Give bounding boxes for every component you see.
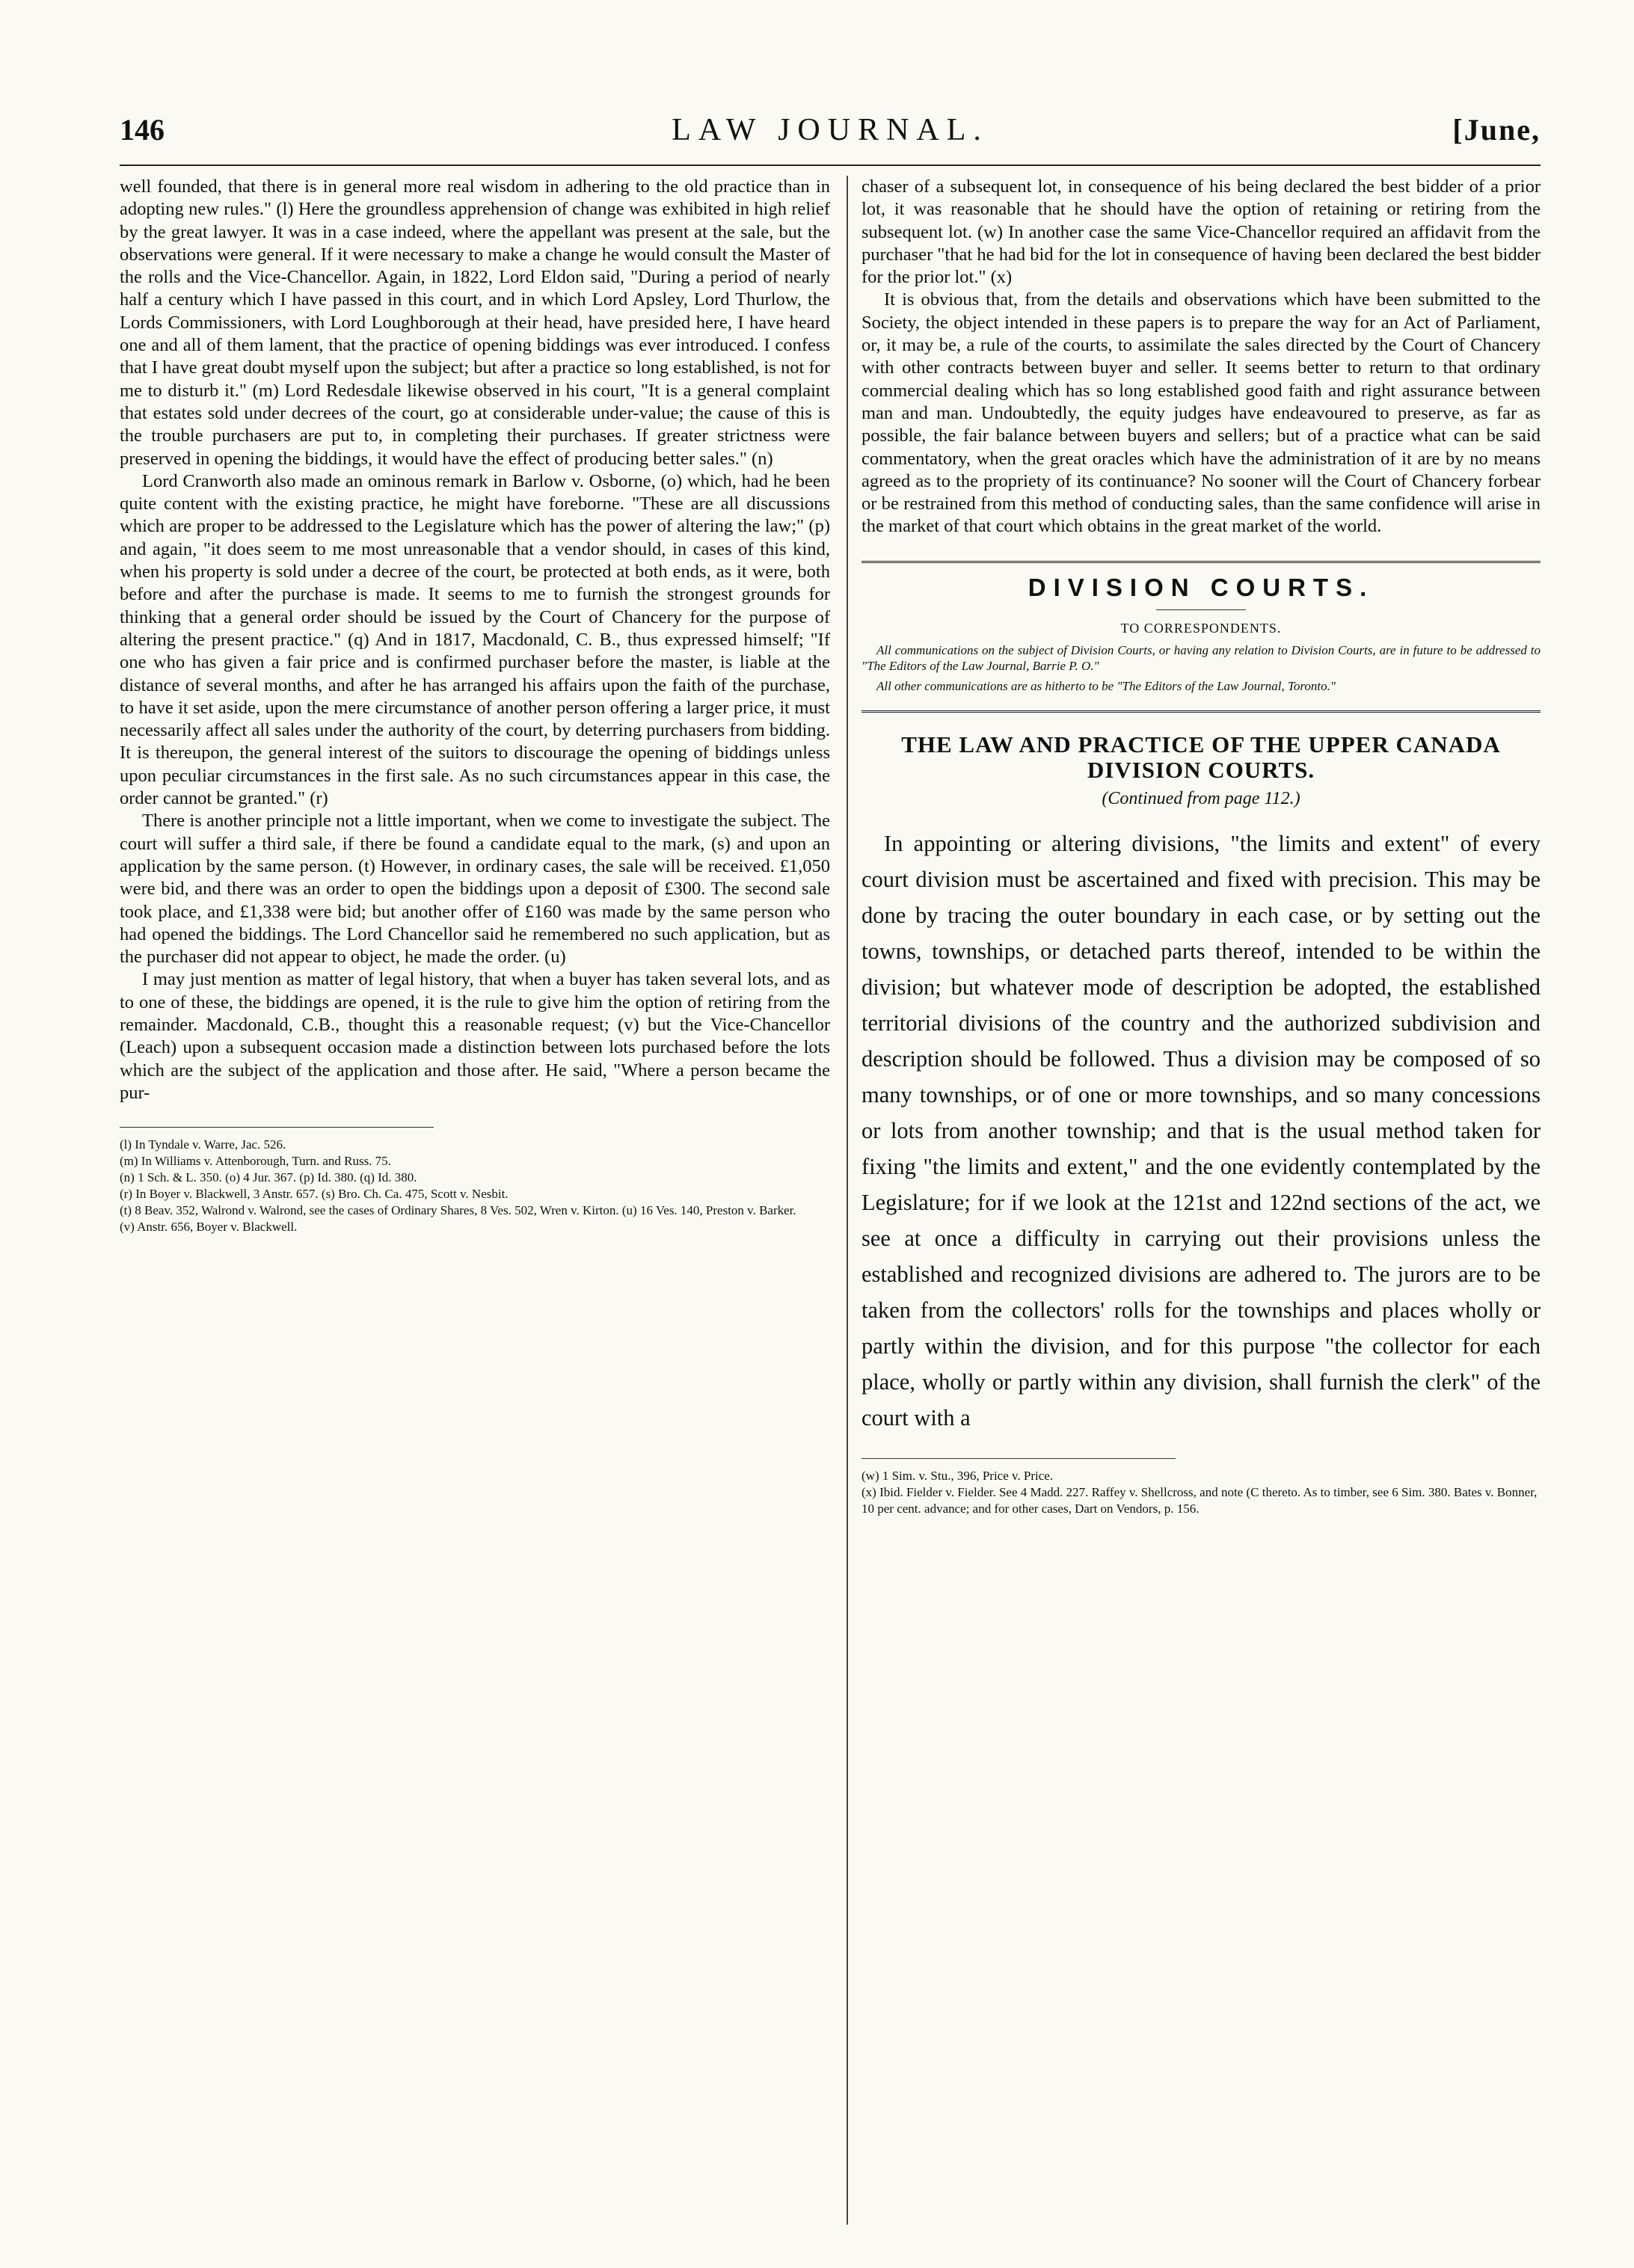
left-column	[120, 176, 830, 1235]
article-paragraph: In appointing or altering divisions, "the limits and extent" of every court division must be ascertained and fixed with precision. This may be done by tracing the outer boundary in each case, or by setting out the towns, townships, or detached parts thereof, intended to be within the division; but whatever mode of description be adopted, the established territorial divisions of the country and the authorized subdivision and description should be followed. Thus a division may be composed of so many townships, or of one or more townships, and so many concessions or lots from another township; and that is the usual method taken for fixing "the limits and extent," and the one evidently contemplated by the Legislature; for if we look at the 121st and 122nd sections of the act, we see at once a difficulty in carrying out their provisions unless the established and recognized divisions are adhered to. The jurors are to be taken from the collectors' rolls for the townships and places wholly or partly within the division, and for this purpose "the collector for each place, wholly or partly within any division, shall furnish the clerk" of the court with a	[861, 830, 1541, 1430]
section-underline	[1156, 609, 1246, 610]
footnote: (l) In Tyndale v. Warre, Jac. 526.	[120, 1137, 286, 1152]
article-title: THE LAW AND PRACTICE OF THE UPPER CANADA DIVISION COURTS.	[901, 731, 1501, 783]
article-rule	[861, 710, 1541, 713]
footnote: (t) 8 Beav. 352, Walrond v. Walrond, see the cases of Ordinary Shares, 8 Ves. 502, Wren v. Kirton. (u) 16 Ves. 140, Preston v. Barker.	[120, 1203, 796, 1218]
footnote: (m) In Williams v. Attenborough, Turn. and Russ. 75.	[120, 1154, 391, 1169]
page-number: 146	[120, 113, 165, 147]
right-column	[861, 176, 1541, 1517]
paragraph: There is another principle not a little important, when we come to investigate the subject. The court will suffer a third sale, if there be found a candidate equal to the mark, (s) and upon an application by the same person. (t) However, in ordinary cases, the sale will be received. £1,050 were bid, and there was an order to open the biddings upon a deposit of £300. The second sale took place, and £1,338 were bid; but another offer of £160 was made by the same person who had opened the biddings. The Lord Chancellor said he remembered no such application, but as the purchaser did not appear to object, he made the order. (u)	[120, 811, 830, 968]
section-rule	[861, 561, 1541, 563]
footnote: (n) 1 Sch. & L. 350. (o) 4 Jur. 367. (p) Id. 380. (q) Id. 380.	[120, 1170, 417, 1185]
running-header	[120, 112, 1541, 157]
column-divider	[847, 176, 848, 2225]
journal-title: LAW JOURNAL.	[672, 113, 989, 147]
correspondents-notice: All communications on the subject of Division Courts, or having any relation to Division Courts, are in future to be addressed to "The Editors of the Law Journal, Barrie P. O."	[861, 642, 1541, 673]
paragraph: Lord Cranworth also made an ominous remark in Barlow v. Osborne, (o) which, had he been quite content with the existing practice, he might have foreborne. "These are all discussions which are proper to be addressed to the Legislature which has the power of altering the law;" (p) and again, "it does seem to me most unreasonable that a vendor should, in cases of this kind, when his property is sold under a decree of the court, be protected at both ends, as it were, both before and after the purchase is made. It seems to me to furnish the strongest grounds for thinking that a general order should be issued by the Court of Chancery for the purpose of altering the present practice." (q) And in 1817, Macdonald, C. B., thus expressed himself; "If one who has given a fair price and is confirmed purchaser before the master, is liable at the distance of several months, and after he has arranged his affairs upon the faith of the purchase, to have it set aside, upon the mere circumstance of another person offering a larger price, it must necessarily affect all sales under the authority of the court, by deterring purchasers from bidding. It is thereupon, the general interest of the suitors to discourage the opening of biddings unless upon peculiar circumstances in the first sale. As no such circumstances appear in this case, the order cannot be granted." (r)	[120, 470, 830, 809]
correspondents-heading: TO CORRESPONDENTS.	[1120, 620, 1282, 636]
issue-month: [June,	[1452, 113, 1541, 147]
paragraph: chaser of a subsequent lot, in consequence of his being declared the best bidder of a prior lot, it was reasonable that he should have the option of retaining or retiring from the subsequent lot. (w) In another case the same Vice-Chancellor required an affidavit from the purchaser "that he had bid for the lot in consequence of having been declared the best bidder for the prior lot." (x)	[861, 176, 1541, 288]
footnote-rule	[861, 1458, 1176, 1459]
paragraph: I may just mention as matter of legal history, that when a buyer has taken several lots, and as to one of these, the biddings are opened, it is the rule to give him the option of retiring from the remainder. Macdonald, C.B., thought this a reasonable request; (v) but the Vice-Chancellor (Leach) upon a subsequent occasion made a distinction between lots purchased before the lots which are the subject of the application and those after. He said, "Where a person became the pur-	[120, 969, 830, 1103]
section-title: DIVISION COURTS.	[1028, 573, 1375, 601]
article-continued: (Continued from page 112.)	[1102, 788, 1300, 808]
paragraph: It is obvious that, from the details and observations which have been submitted to the Society, the object intended in these papers is to prepare the way for an Act of Parliament, or, it may be, a rule of the courts, to assimilate the sales directed by the Court of Chancery with other contracts between buyer and seller. It seems better to return to that ordinary commercial dealing which has so long established good faith and right assurance between man and man. Undoubtedly, the equity judges have endeavoured to preserve, as far as possible, the fair balance between buyers and sellers; but of a practice what can be said commentatory, when the great oracles which have the administration of it are by no means agreed as to the propriety of its continuance? No sooner will the Court of Chancery forbear or be restrained from this method of conducting sales, than the same confidence will arise in the market of that court which obtains in the great market of the world.	[861, 289, 1541, 537]
footnote: (w) 1 Sim. v. Stu., 396, Price v. Price.	[861, 1468, 1054, 1483]
footnote: (v) Anstr. 656, Boyer v. Blackwell.	[120, 1220, 298, 1235]
footnote: (r) In Boyer v. Blackwell, 3 Anstr. 657. (s) Bro. Ch. Ca. 475, Scott v. Nesbit.	[120, 1187, 509, 1202]
footnote: (x) Ibid. Fielder v. Fielder. See 4 Madd. 227. Raffey v. Shellcross, and note (C thereto. As to timber, see 6 Sim. 380. Bates v. Bonner, 10 per cent. advance; and for other cases, Dart on Vendors, p. 156.	[861, 1484, 1538, 1516]
correspondents-notice: All other communications are as hitherto to be "The Editors of the Law Journal, Toronto."	[876, 678, 1336, 693]
footnote-rule	[120, 1127, 434, 1128]
header-rule	[120, 165, 1541, 166]
paragraph: well founded, that there is in general more real wisdom in adhering to the old practice than in adopting new rules." (l) Here the groundless apprehension of change was exhibited in high relief by the great lawyer. It was in a case indeed, where the appellant was present at the sale, but the observations were general. If it were necessary to make a change he would consult the Master of the rolls and the Vice-Chancellor. Again, in 1822, Lord Eldon said, "During a period of nearly half a century which I have passed in this court, and in which Lord Apsley, Lord Thurlow, the Lords Commissioners, with Lord Loughborough at their head, have presided here, I have heard one and all of them lament, that the practice of opening biddings was ever introduced. I confess that I have great doubt myself upon the subject; but after a practice so long established, is not for me to disturb it." (m) Lord Redesdale likewise observed in his court, "It is a general complaint that estates sold under decrees of the court, go at considerable under-value; the cause of this is the trouble purchasers are put to, in completing their purchases. If greater strictness were preserved in opening the biddings, it would have the effect of producing better sales." (n)	[120, 176, 830, 469]
